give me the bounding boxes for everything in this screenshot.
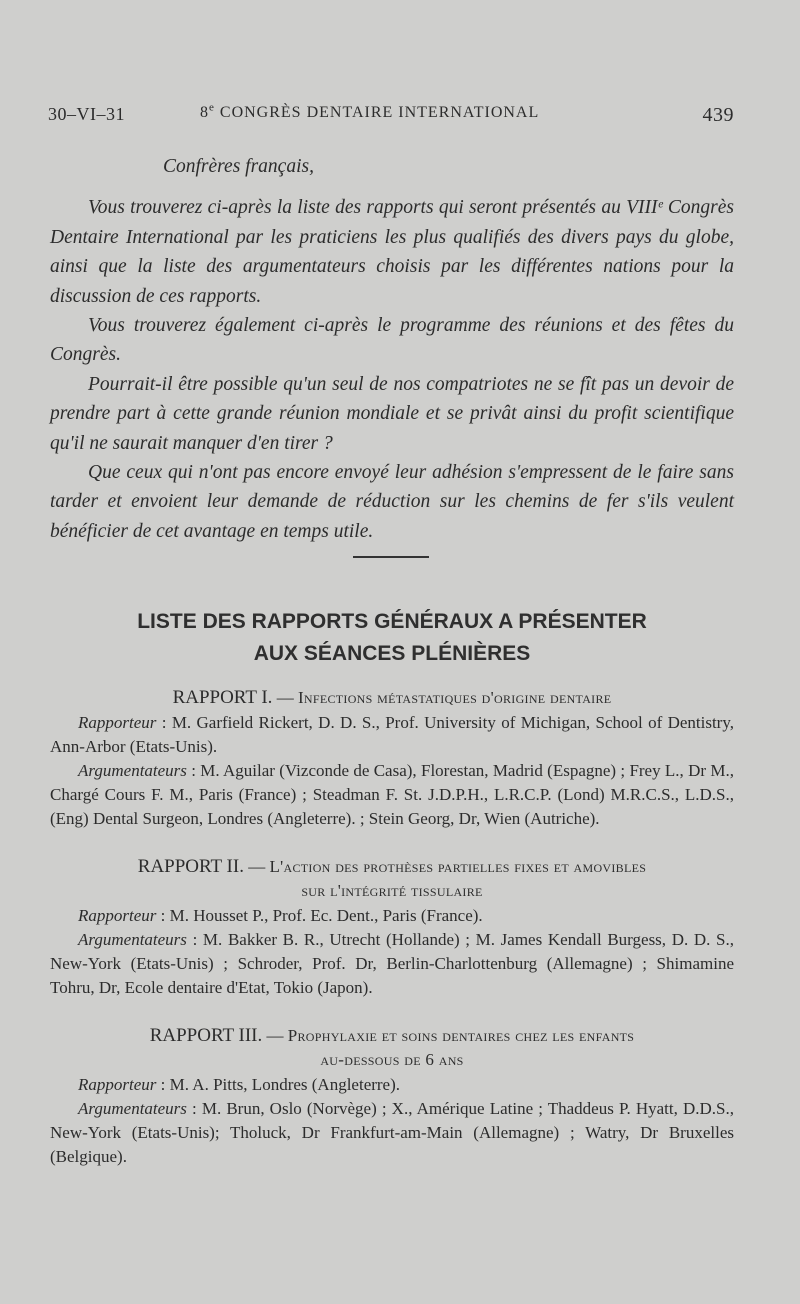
header-date: 30–VI–31 xyxy=(48,104,125,124)
report-argumentateurs: Argumentateurs : M. Aguilar (Vizconde de Casa), Florestan, Madrid (Espagne) ; Frey L., Dr M., Chargé Cours F. M., Paris (France) ; Steadman F. St. J.D.P.H., L.R.C.P. (Lond) M.R.C.S., L.D.S., (Eng) Dental Surgeon, Londres (Angleterre). ; Stein Georg, Dr, Wien (Autriche). xyxy=(50,761,734,828)
report-subject: Infections métastatiques d'origine dentaire xyxy=(297,688,612,707)
reports-list xyxy=(50,686,734,1193)
report-argumentateurs: Argumentateurs : M. Brun, Oslo (Norvège) ; X., Amérique Latine ; Thaddeus P. Hyatt, D.D.S., New-York (Etats-Unis); Tholuck, Dr Frankfurt-am-Main (Allemagne) ; Watry, Dr Bruxelles (Belgique). xyxy=(50,1099,734,1166)
page-number: 439 xyxy=(702,104,734,126)
report-argumentateurs: Argumentateurs : M. Bakker B. R., Utrecht (Hollande) ; M. James Kendall Burgess, D. D. S., New-York (Etats-Unis) ; Schroder, Prof. Dr, Berlin-Charlottenburg (Allemagne) ; Shimamine Tohru, Dr, Ecole dentaire d'Etat, Tokio (Japon). xyxy=(50,930,734,997)
header-running-title: 8e CONGRÈS DENTAIRE INTERNATIONAL xyxy=(200,101,540,121)
intro-letter xyxy=(50,152,734,546)
report-rapporteur: Rapporteur : M. A. Pitts, Londres (Angleterre). xyxy=(78,1075,401,1094)
report-subject: L'action des prothèses partielles fixes et amovibles xyxy=(269,857,647,876)
report-item xyxy=(50,686,734,831)
intro-paragraph: Que ceux qui n'ont pas encore envoyé leur adhésion s'empressent de le faire sans tarder et envoient leur demande de réduction sur les chemins de fer s'ils veulent bénéficier de cet avantage en temps utile. xyxy=(50,462,734,542)
report-subject: Prophylaxie et soins dentaires chez les enfants xyxy=(287,1026,635,1045)
report-number: RAPPORT III. xyxy=(149,1025,263,1046)
report-number: RAPPORT I. xyxy=(172,687,273,708)
report-number: RAPPORT II. xyxy=(137,856,244,877)
report-heading: RAPPORT III. — Prophylaxie et soins dentaires chez les enfants au-dessous de 6 ans xyxy=(149,1025,635,1069)
intro-paragraph: Vous trouverez ci-après la liste des rapports qui seront présentés au VIIIᵉ Congrès Dentaire International par les praticiens les plus qualifiés des divers pays du globe, ainsi que la liste des argumentateurs choisis par les différentes nations pour la discussion de ces rapports. xyxy=(50,197,734,307)
report-item xyxy=(50,1024,734,1169)
intro-paragraph: Pourrait-il être possible qu'un seul de nos compatriotes ne se fît pas un devoir de prendre part à cette grande réunion mondiale et se privât ainsi du profit scientifique qu'il ne saurait manquer d'en tirer ? xyxy=(50,373,734,454)
report-rapporteur: Rapporteur : M. Garfield Rickert, D. D. S., Prof. University of Michigan, School of Dentistry, Ann-Arbor (Etats-Unis). xyxy=(50,713,734,756)
report-subject-continued: sur l'intégrité tissulaire xyxy=(301,881,483,900)
section-divider xyxy=(353,556,429,558)
report-rapporteur: Rapporteur : M. Housset P., Prof. Ec. Dent., Paris (France). xyxy=(78,906,483,925)
intro-paragraph: Vous trouverez également ci-après le programme des réunions et des fêtes du Congrès. xyxy=(50,315,734,366)
section-title xyxy=(50,606,734,670)
report-heading: RAPPORT I. — Infections métastatiques d'origine dentaire xyxy=(172,687,612,708)
salutation: Confrères français, xyxy=(163,156,314,177)
section-title-line: AUX SÉANCES PLÉNIÈRES xyxy=(253,642,531,665)
report-heading: RAPPORT II. — L'action des prothèses partielles fixes et amovibles sur l'intégrité tissulaire xyxy=(137,856,647,900)
report-subject-continued: au-dessous de 6 ans xyxy=(320,1050,464,1069)
section-title-line: LISTE DES RAPPORTS GÉNÉRAUX A PRÉSENTER xyxy=(137,610,647,633)
report-item xyxy=(50,855,734,1000)
